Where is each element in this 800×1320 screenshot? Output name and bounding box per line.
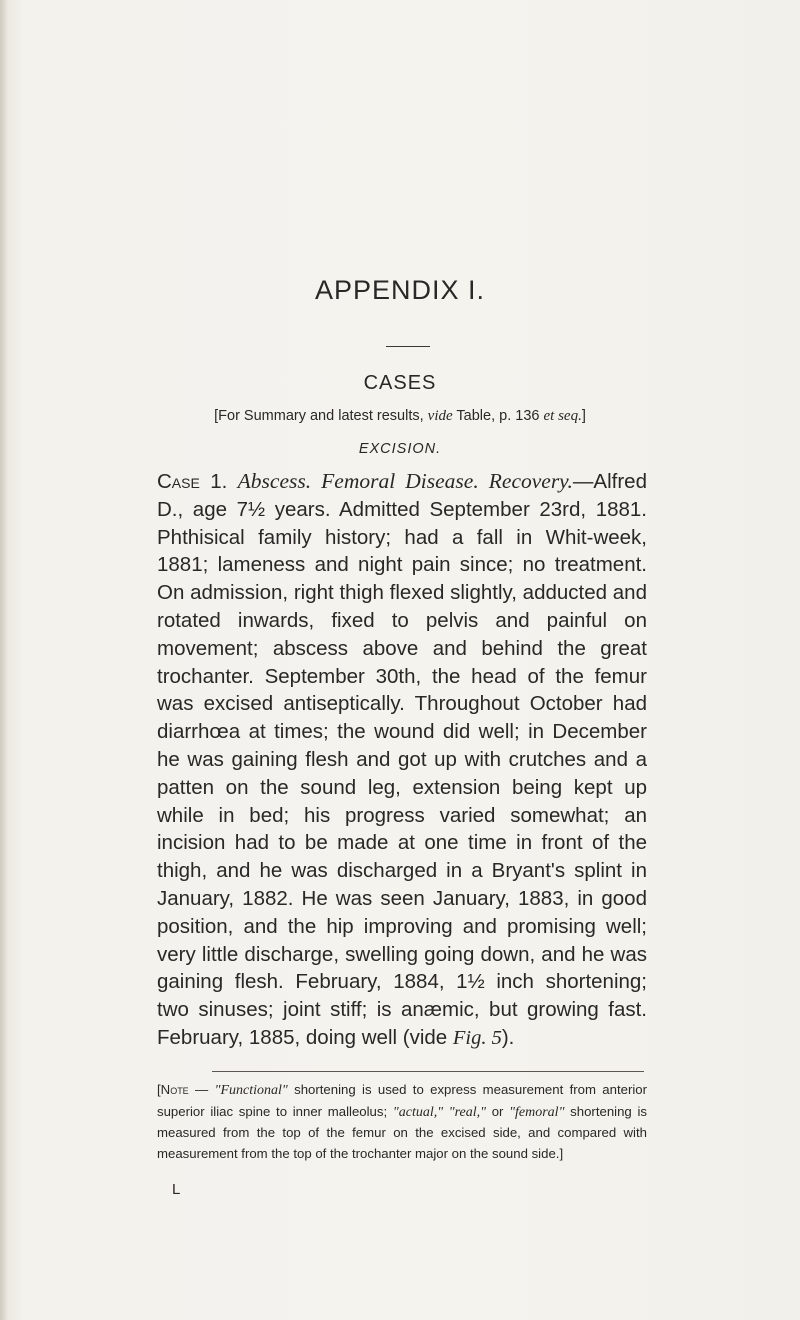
printer-signature: L xyxy=(172,1181,181,1198)
note-or: or xyxy=(485,1103,510,1119)
note-term-actual: "actual," xyxy=(392,1104,444,1120)
title-divider xyxy=(386,346,430,347)
case-paragraph xyxy=(157,468,647,1053)
note-text-2: shortening is measured from the top of the femur on the excised side, and compared with measurement from the top of the trochanter major on the sound side.] xyxy=(157,1103,647,1161)
note-dash: — xyxy=(188,1082,215,1097)
note-term-femoral: "femoral" xyxy=(509,1104,565,1120)
summary-reference: [For Summary and latest results, vide Table, p. 136 et seq.] xyxy=(214,408,586,424)
page-edge-shadow xyxy=(0,0,8,1320)
note-term-functional: "Functional" xyxy=(214,1083,288,1098)
footnote-divider xyxy=(212,1071,644,1072)
case-text-end: ). xyxy=(501,1025,515,1049)
case-title: Abscess. Femoral Disease. Recovery. xyxy=(237,469,573,493)
case-text: Alfred D., age 7½ years. Admitted September 23rd, 1881. Phthisical family history; had a fall in Whit-week, 1881; lameness and night pain since; no treatment. On admission, right thigh flexed slightly, adducted and rotated inwards, fixed to pelvis and painful on movement; abscess above and behind the great trochanter. September 30th, the head of the femur was excised antiseptically. Throughout October had diarrhœa at times; the wound did well; in December he was gaining flesh and got up with crutches and a patten on the sound leg, extension being kept up while in bed; his progress varied somewhat; an incision had to be made at one time in front of the thigh, and he was discharged in a Bryant's splint in January, 1882. He was seen January, 1883, in good position, and the hip improving and promising well; very little discharge, swelling going down, and he was gaining flesh. February, 1884, 1½ inch shortening; two sinuses; joint stiff; is anæmic, but growing fast. February, 1885, doing well (vide xyxy=(157,470,647,1049)
section-title: CASES xyxy=(363,372,437,394)
note-label: [Note xyxy=(157,1082,189,1097)
note-text-1: shortening is used to express measurement from anterior superior iliac spine to inner malleolus; xyxy=(157,1082,648,1119)
case-number: Case 1. xyxy=(157,470,228,493)
subsection-title: EXCISION. xyxy=(358,441,442,457)
appendix-title: APPENDIX I. xyxy=(314,275,486,305)
case-dash: — xyxy=(572,470,594,493)
figure-reference: Fig. 5 xyxy=(452,1026,502,1049)
note-term-real: "real," xyxy=(443,1104,486,1120)
footnote xyxy=(157,1080,647,1164)
